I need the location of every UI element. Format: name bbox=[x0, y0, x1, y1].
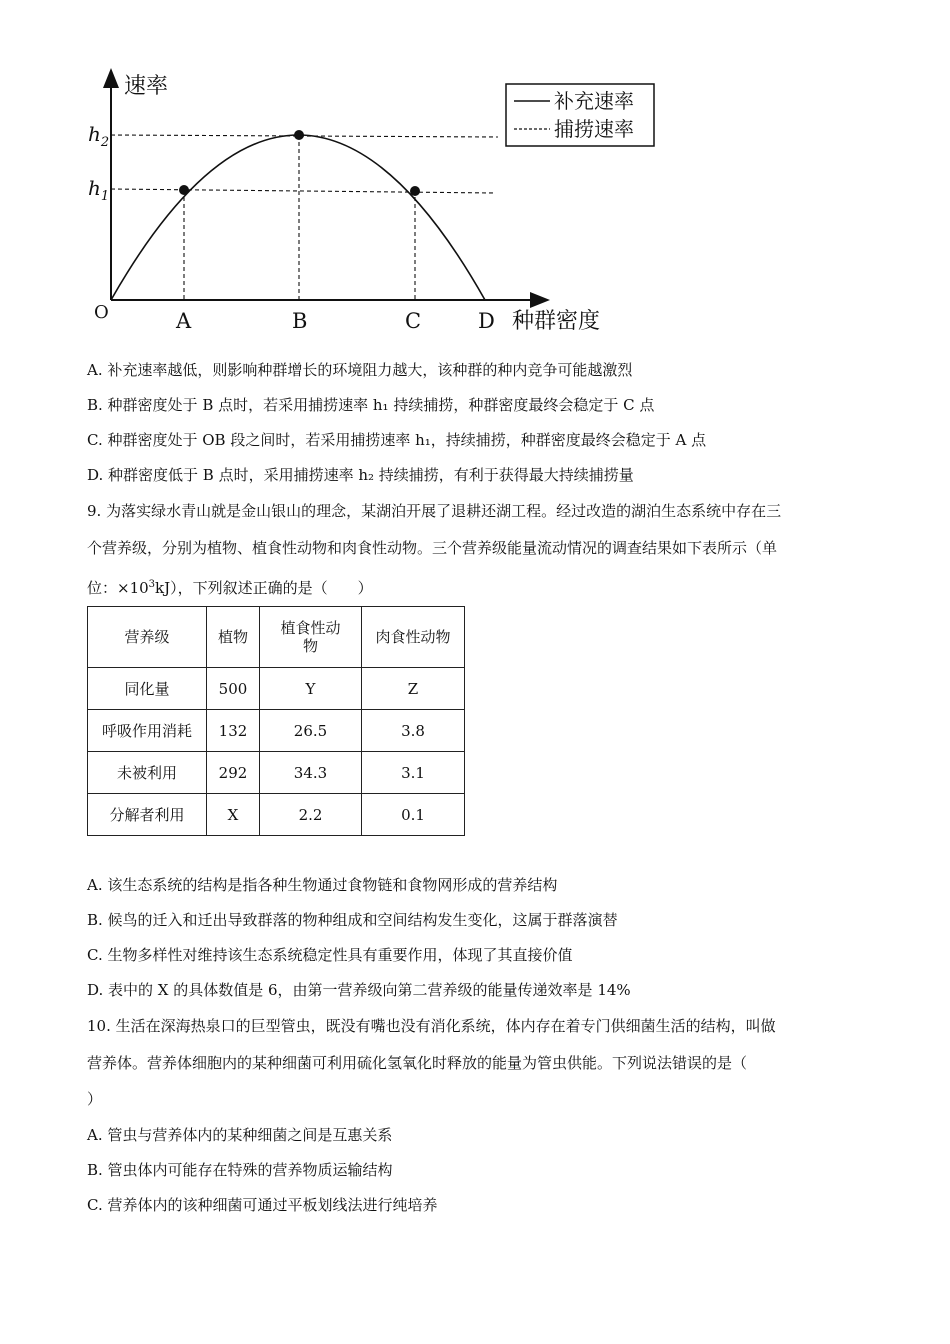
point-c bbox=[410, 186, 420, 196]
q8-option-b: B. 种群密度处于 B 点时，若采用捕捞速率 h₁ 持续捕捞，种群密度最终会稳定于 C 点 bbox=[87, 396, 655, 414]
origin-label: O bbox=[94, 302, 109, 323]
supplement-rate-curve bbox=[111, 135, 485, 300]
q8-option-a: A. 补充速率越低，则影响种群增长的环境阻力越大，该种群的种内竞争可能越激烈 bbox=[87, 361, 633, 379]
q10-option-b: B. 管虫体内可能存在特殊的营养物质运输结构 bbox=[87, 1161, 393, 1179]
table-cell: 同化量 bbox=[88, 668, 207, 710]
table-row bbox=[88, 752, 465, 794]
table-cell: Y bbox=[260, 668, 362, 710]
table-cell: 3.1 bbox=[362, 752, 465, 794]
tick-a: A bbox=[176, 309, 192, 333]
tick-d: D bbox=[478, 309, 495, 333]
point-a bbox=[179, 185, 189, 195]
table-row bbox=[88, 710, 465, 752]
table-row bbox=[88, 794, 465, 836]
q9-stem-line2: 个营养级，分别为植物、植食性动物和肉食性动物。三个营养级能量流动情况的调查结果如下表所示（单 bbox=[87, 539, 778, 557]
table-cell: Z bbox=[362, 668, 465, 710]
q8-option-d: D. 种群密度低于 B 点时，采用捕捞速率 h₂ 持续捕捞，有利于获得最大持续捕捞量 bbox=[87, 466, 634, 484]
table-header-cell: 肉食性动物 bbox=[362, 607, 465, 668]
q9-stem-line1: 9. 为落实绿水青山就是金山银山的理念，某湖泊开展了退耕还湖工程。经过改造的湖泊生态系统中存在三 bbox=[87, 502, 782, 520]
legend bbox=[506, 84, 654, 146]
tick-c: C bbox=[405, 309, 422, 333]
table-cell: 500 bbox=[207, 668, 260, 710]
q9-option-a: A. 该生态系统的结构是指各种生物通过食物链和食物网形成的营养结构 bbox=[87, 876, 558, 894]
h1-dashed-line bbox=[111, 189, 495, 193]
q10-stem-line2: 营养体。营养体细胞内的某种细菌可利用硫化氢氧化时释放的能量为管虫供能。下列说法错误的是（ bbox=[87, 1054, 748, 1072]
table-cell: 132 bbox=[207, 710, 260, 752]
table-row bbox=[88, 668, 465, 710]
q9-unit-prefix: 位：×10 bbox=[87, 579, 149, 597]
q10-stem-line1: 10. 生活在深海热泉口的巨型管虫，既没有嘴也没有消化系统，体内存在着专门供细菌生活的结构，叫做 bbox=[87, 1017, 776, 1035]
point-b bbox=[294, 130, 304, 140]
q9-option-b: B. 候鸟的迁入和迁出导致群落的物种组成和空间结构发生变化，这属于群落演替 bbox=[87, 911, 618, 929]
q10-stem-line3: ） bbox=[87, 1090, 103, 1108]
table-header-cell: 植物 bbox=[207, 607, 260, 668]
q10-option-a: A. 管虫与营养体内的某种细菌之间是互惠关系 bbox=[87, 1126, 393, 1144]
tick-b: B bbox=[292, 309, 308, 333]
table-header-cell: 植食性动物 bbox=[260, 607, 362, 668]
q9-option-c: C. 生物多样性对维持该生态系统稳定性具有重要作用，体现了其直接价值 bbox=[87, 946, 573, 964]
table-cell: 3.8 bbox=[362, 710, 465, 752]
table-cell: X bbox=[207, 794, 260, 836]
legend-harvest: 捕捞速率 bbox=[554, 117, 634, 141]
rate-density-graph bbox=[80, 60, 680, 350]
h2-label: $h_2$ bbox=[88, 122, 110, 150]
q9-stem-line3 bbox=[87, 575, 373, 598]
q10-option-c: C. 营养体内的该种细菌可通过平板划线法进行纯培养 bbox=[87, 1196, 438, 1214]
table-cell: 呼吸作用消耗 bbox=[88, 710, 207, 752]
y-axis-label: 速率 bbox=[124, 74, 169, 99]
table-cell: 292 bbox=[207, 752, 260, 794]
table-header-cell: 营养级 bbox=[88, 607, 207, 668]
energy-flow-table bbox=[87, 606, 465, 836]
legend-supplement: 补充速率 bbox=[554, 89, 634, 113]
table-cell: 2.2 bbox=[260, 794, 362, 836]
table-cell: 分解者利用 bbox=[88, 794, 207, 836]
x-axis-label: 种群密度 bbox=[512, 309, 601, 334]
table-header-row bbox=[88, 607, 465, 668]
table-cell: 26.5 bbox=[260, 710, 362, 752]
q8-option-c: C. 种群密度处于 OB 段之间时，若采用捕捞速率 h₁，持续捕捞，种群密度最终会稳定于 A 点 bbox=[87, 431, 707, 449]
table-cell: 0.1 bbox=[362, 794, 465, 836]
q9-unit-exponent: 3 bbox=[148, 579, 156, 590]
table-cell: 未被利用 bbox=[88, 752, 207, 794]
q9-unit-suffix: kJ），下列叙述正确的是（ ） bbox=[155, 579, 373, 597]
table-cell: 34.3 bbox=[260, 752, 362, 794]
q9-option-d: D. 表中的 X 的具体数值是 6，由第一营养级向第二营养级的能量传递效率是 14% bbox=[87, 981, 631, 999]
h1-label: $h_1$ bbox=[88, 176, 110, 204]
